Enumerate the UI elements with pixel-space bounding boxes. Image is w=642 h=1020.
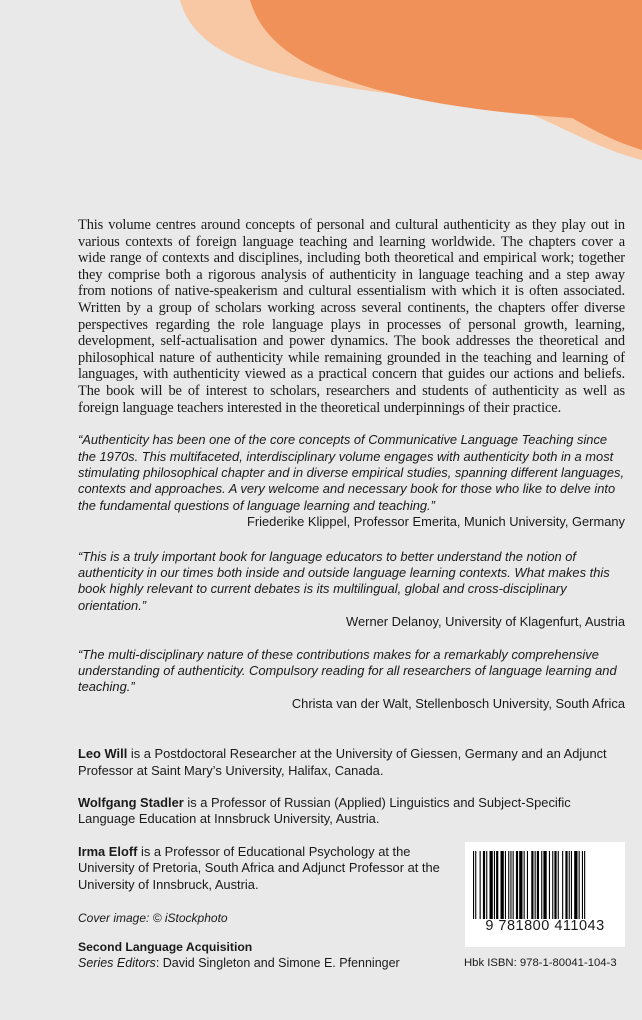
endorsement-attribution: Werner Delanoy, University of Klagenfurt, Austria — [346, 614, 625, 630]
barcode-number: 9 781800 411043 — [485, 918, 605, 934]
barcode-bar — [552, 851, 553, 919]
author-bio-text: is a Professor of Educational Psychology at the University of Pretoria, South Africa and Adjunct Professor at the University of Innsbruck, Austria. — [78, 843, 440, 892]
barcode-bar — [543, 851, 546, 919]
barcode-bar — [565, 851, 567, 919]
endorsement-attribution: Christa van der Walt, Stellenbosch University, South Africa — [291, 695, 625, 711]
barcode-bar — [582, 851, 583, 919]
author-bio-irma-eloff — [78, 844, 458, 893]
barcode-bar — [549, 851, 550, 919]
endorsement-2 — [78, 549, 625, 631]
barcode-bars — [473, 851, 617, 919]
endorsement-text: “This is a truly important book for language educators to better understand the notion of authenticity in our times both inside and outside language learning contexts. What makes this book highly relevant to current debates is its multilingual, global and cross-disciplinary orientation.” — [78, 548, 610, 613]
barcode-bar — [535, 851, 536, 919]
barcode-bar — [513, 851, 514, 919]
barcode-bar — [569, 851, 570, 919]
endorsement-text: “Authenticity has been one of the core concepts of Communicative Language Teaching since the 1970s. This multifaceted, interdisciplinary volume engages with authenticity both in a most stimulating philosophical chapter and in diverse empirical studies, spanning different languages, contexts and approaches. A very welcome and necessary book for those who like to delve into the fundamental questions of language learning and teaching.” — [78, 432, 625, 513]
barcode-bar — [579, 851, 580, 919]
barcode-bar — [516, 851, 518, 919]
endorsement-attribution: Friederike Klippel, Professor Emerita, Munich University, Germany — [246, 514, 625, 530]
barcode-bar — [501, 851, 504, 919]
endorsement-text: “The multi-disciplinary nature of these contributions makes for a remarkably comprehensive understanding of authenticity. Compulsory reading for all researchers of language learning and teaching.” — [78, 646, 617, 695]
barcode-bar — [473, 851, 474, 919]
barcode-bar — [510, 851, 511, 919]
series-editors-label: Series Editors — [78, 956, 156, 970]
series-editors-names: : David Singleton and Simone E. Pfenninger — [155, 956, 400, 970]
barcode-bar — [496, 851, 498, 919]
barcode-bar — [524, 851, 525, 919]
barcode-bar — [486, 851, 487, 919]
book-description: This volume centres around concepts of personal and cultural authenticity as they play out in various contexts of foreign language teaching and learning worldwide. The chapters cover a wide range of contexts and disciplines, including both theoretical and empirical work; together they comprise both a rigorous analysis of authenticity in language teaching and a step away from notions of native-speakerism and cultural essentialism with which it is often associated. Written by a group of scholars working across several continents, the chapters offer diverse perspectives regarding the role language plays in processes of personal growth, learning, development, self-actualisation and power dynamics. The book addresses the theoretical and philosophical nature of authenticity while remaining grounded in the teaching and learning of languages, with authenticity viewed as a practical concern that guides our actions and beliefs. The book will be of interest to scholars, researchers and students of authenticity as well as foreign language teachers interested in the theoretical underpinnings of their practice. — [78, 217, 625, 416]
endorsement-1 — [78, 432, 625, 530]
barcode-bar — [494, 851, 495, 919]
barcode-bar — [537, 851, 539, 919]
barcode-bar — [527, 851, 528, 919]
barcode-bar — [505, 851, 506, 919]
endorsement-3 — [78, 647, 625, 713]
author-bio-text: is a Postdoctoral Researcher at the University of Giessen, Germany and an Adjunct Professor at Saint Mary’s University, Halifax, Canada. — [78, 746, 607, 778]
barcode-bar — [483, 851, 485, 919]
barcode-bar — [519, 851, 522, 919]
barcode-bar — [480, 851, 481, 919]
barcode-bar — [562, 851, 563, 919]
barcode-bar — [574, 851, 577, 919]
barcode-bar — [508, 851, 509, 919]
author-name: Leo Will — [78, 746, 128, 762]
barcode-bar — [584, 851, 585, 919]
barcode-bar — [541, 851, 542, 919]
author-name: Wolfgang Stadler — [78, 795, 184, 811]
barcode-bar — [475, 851, 476, 919]
barcode-bar — [558, 851, 559, 919]
back-cover-content — [78, 217, 625, 909]
series-title: Second Language Acquisition — [78, 940, 253, 954]
author-bio-text: is a Professor of Russian (Applied) Linguistics and Subject-Specific Language Education at Innsbruck University, Austria. — [78, 795, 571, 827]
author-name: Irma Eloff — [78, 843, 138, 859]
cover-image-credit: Cover image: © iStockphoto — [78, 911, 228, 925]
barcode-bar — [531, 851, 533, 919]
author-bio-wolfgang-stadler — [78, 795, 625, 828]
isbn: Hbk ISBN: 978-1-80041-104-3 — [464, 957, 617, 969]
barcode-bar — [490, 851, 493, 919]
barcode — [465, 842, 625, 947]
barcode-bar — [554, 851, 556, 919]
series-editors — [78, 956, 400, 970]
barcode-bar — [571, 851, 572, 919]
author-bio-leo-will — [78, 746, 625, 779]
header-decoration — [0, 0, 642, 160]
